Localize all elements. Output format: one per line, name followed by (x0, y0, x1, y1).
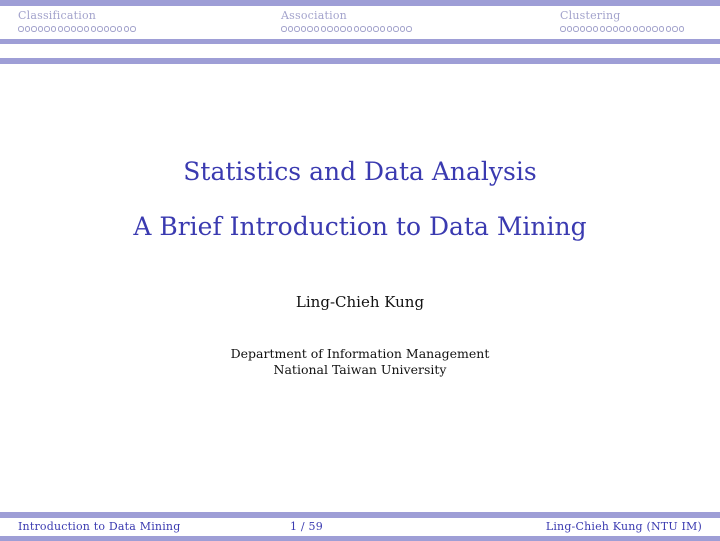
nav-section-label: Association (281, 9, 347, 22)
institute-line-2: National Taiwan University (273, 362, 447, 377)
nav-dot[interactable] (117, 26, 123, 32)
slide-subtitle: A Brief Introduction to Data Mining (133, 212, 587, 241)
nav-dot[interactable] (646, 26, 652, 32)
nav-dot[interactable] (400, 26, 406, 32)
nav-dot[interactable] (71, 26, 77, 32)
nav-dots (560, 26, 684, 32)
header-band-top (0, 0, 720, 6)
nav-dot[interactable] (659, 26, 665, 32)
slide-institute (0, 346, 720, 378)
nav-dot[interactable] (619, 26, 625, 32)
nav-dot[interactable] (387, 26, 393, 32)
footer-band-top (0, 512, 720, 518)
nav-dot[interactable] (393, 26, 399, 32)
header-navigation (0, 0, 720, 47)
nav-section-label: Clustering (560, 9, 621, 22)
nav-dot[interactable] (314, 26, 320, 32)
nav-section-label: Classification (18, 9, 97, 22)
footer-author: Ling-Chieh Kung (NTU IM) (545, 520, 702, 533)
nav-dots (281, 26, 412, 32)
nav-dot[interactable] (340, 26, 346, 32)
nav-dot[interactable] (64, 26, 70, 32)
nav-dot[interactable] (360, 26, 366, 32)
nav-dot[interactable] (652, 26, 658, 32)
nav-dot[interactable] (288, 26, 294, 32)
nav-dot[interactable] (593, 26, 599, 32)
nav-dot[interactable] (31, 26, 37, 32)
nav-dot[interactable] (18, 26, 24, 32)
nav-dot[interactable] (307, 26, 313, 32)
nav-dot[interactable] (626, 26, 632, 32)
nav-dot[interactable] (367, 26, 373, 32)
nav-dot[interactable] (281, 26, 287, 32)
institute-line-1: Department of Information Management (230, 346, 490, 361)
footer (0, 512, 720, 541)
nav-dot[interactable] (354, 26, 360, 32)
nav-dot[interactable] (130, 26, 136, 32)
nav-dot[interactable] (606, 26, 612, 32)
nav-dot[interactable] (321, 26, 327, 32)
nav-dot[interactable] (334, 26, 340, 32)
nav-dot[interactable] (58, 26, 64, 32)
nav-dot[interactable] (580, 26, 586, 32)
nav-dot[interactable] (600, 26, 606, 32)
nav-dot[interactable] (679, 26, 685, 32)
nav-dot[interactable] (633, 26, 639, 32)
nav-dot[interactable] (586, 26, 592, 32)
footer-short-title[interactable]: Introduction to Data Mining (18, 520, 181, 533)
slide-title: Statistics and Data Analysis (183, 157, 537, 186)
nav-dot[interactable] (25, 26, 31, 32)
nav-dot[interactable] (613, 26, 619, 32)
nav-section-association[interactable] (281, 9, 412, 32)
title-band (0, 58, 720, 64)
nav-dot[interactable] (91, 26, 97, 32)
footer-band-bottom (0, 536, 720, 541)
nav-dots (18, 26, 136, 32)
nav-dot[interactable] (666, 26, 672, 32)
nav-dot[interactable] (639, 26, 645, 32)
nav-dot[interactable] (44, 26, 50, 32)
nav-section-classification[interactable] (18, 9, 136, 32)
nav-dot[interactable] (51, 26, 57, 32)
nav-dot[interactable] (38, 26, 44, 32)
nav-dot[interactable] (573, 26, 579, 32)
footer-page-number: 1 / 59 (290, 520, 323, 533)
nav-dot[interactable] (301, 26, 307, 32)
nav-dot[interactable] (294, 26, 300, 32)
nav-dot[interactable] (373, 26, 379, 32)
nav-dot[interactable] (104, 26, 110, 32)
nav-dot[interactable] (380, 26, 386, 32)
nav-section-clustering[interactable] (560, 9, 684, 32)
nav-dot[interactable] (406, 26, 412, 32)
nav-dot[interactable] (97, 26, 103, 32)
slide-author: Ling-Chieh Kung (295, 293, 425, 311)
nav-dot[interactable] (672, 26, 678, 32)
nav-dot[interactable] (77, 26, 83, 32)
nav-dot[interactable] (327, 26, 333, 32)
nav-dot[interactable] (124, 26, 130, 32)
nav-dot[interactable] (84, 26, 90, 32)
nav-dot[interactable] (347, 26, 353, 32)
nav-dot[interactable] (567, 26, 573, 32)
nav-dot[interactable] (560, 26, 566, 32)
header-band-bottom (0, 39, 720, 44)
nav-dot[interactable] (110, 26, 116, 32)
